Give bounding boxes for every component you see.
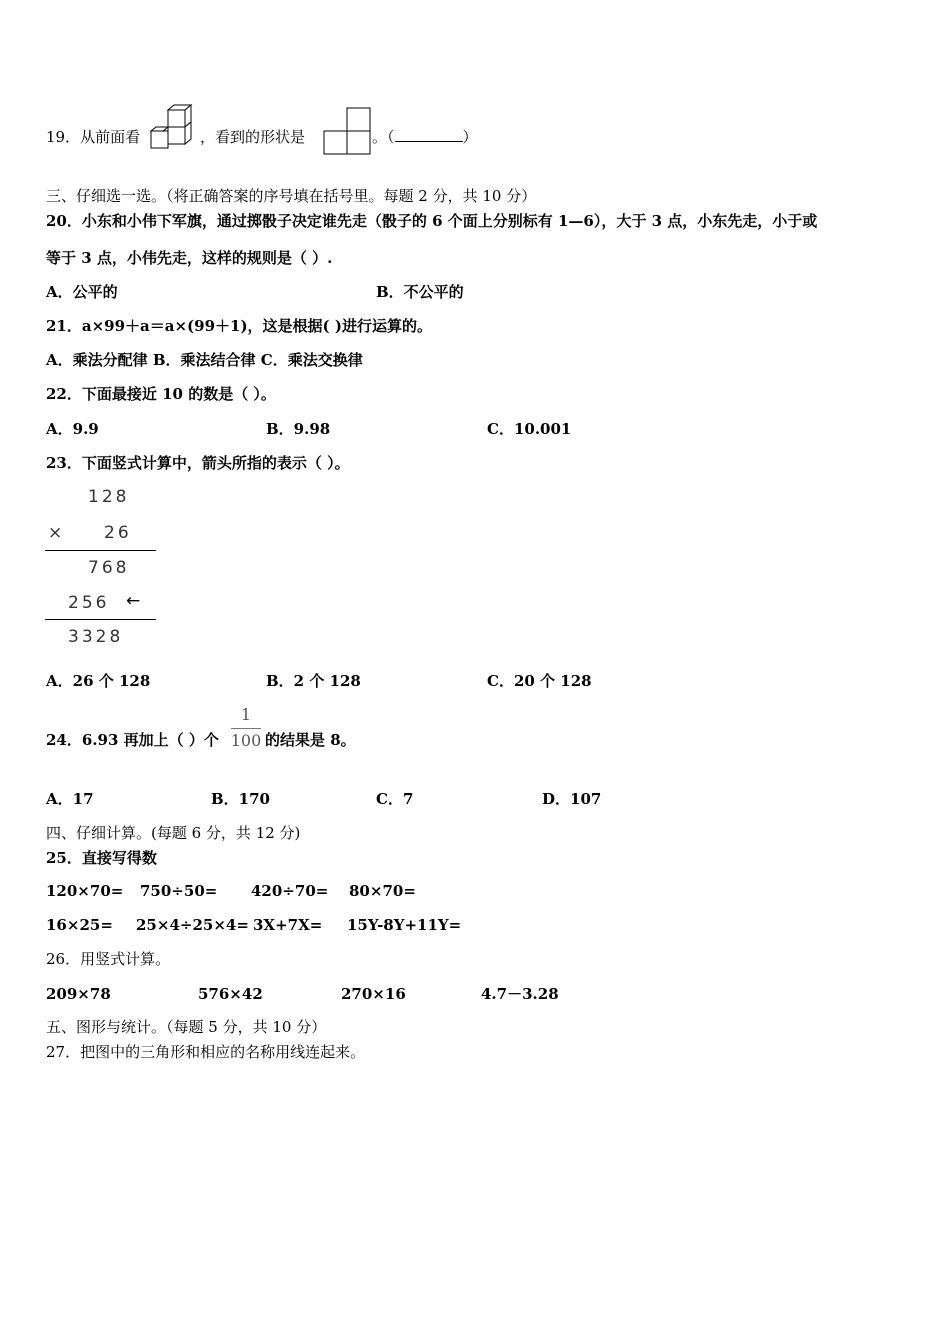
q24-option-c[interactable]: C．7 [376,790,414,808]
q19-line [46,127,140,147]
q26-line: 26．用竖式计算。 [46,950,171,968]
q26-item: 576×42 [198,985,263,1003]
q25-item: 80×70= [349,882,416,900]
section4-title: 四、仔细计算。(每题 6 分，共 12 分) [46,824,301,842]
q19-suffix: 。（ [372,128,395,146]
q25-item: 750÷50= [140,882,218,900]
section3-title: 三、仔细选一选。（将正确答案的序号填在括号里。每题 2 分，共 10 分） [46,187,537,205]
q21-line: 21．a×99＋a＝a×(99＋1)，这是根据( )进行运算的。 [46,317,432,335]
q22-option-b[interactable]: B．9.98 [266,420,331,438]
cube-stack-figure [150,104,196,152]
q23-option-c[interactable]: C．20 个 128 [487,672,592,690]
q25-item: 420÷70= [251,882,329,900]
q21-options[interactable]: A．乘法分配律 B．乘法结合律 C．乘法交换律 [46,351,363,369]
q22-line: 22．下面最接近 10 的数是（ ）。 [46,385,276,403]
calc-rule-2 [45,619,156,620]
q23-line: 23．下面竖式计算中，箭头所指的表示（ ）。 [46,454,350,472]
calc-row-768: 768 [88,558,130,578]
calc-rule-1 [45,550,156,551]
fraction-denominator: 100 [230,731,262,750]
q22-option-c[interactable]: C．10.001 [487,420,572,438]
q23-option-a[interactable]: A．26 个 128 [46,672,151,690]
calc-row-256: 256 [68,593,110,613]
calc-row-128: 128 [88,487,130,507]
q19-answer-blank[interactable] [395,127,463,142]
q25-item: 120×70= [46,882,124,900]
fraction-bar [231,728,261,729]
q19-answer [372,127,478,147]
calc-times-sign: × [48,523,66,543]
q26-item: 4.7－3.28 [481,985,559,1003]
q27-line: 27．把图中的三角形和相应的名称用线连起来。 [46,1043,366,1061]
q26-item: 209×78 [46,985,111,1003]
front-view-shape [323,107,371,155]
arrow-icon: ← [126,591,144,611]
q19-prefix: 19．从前面看 [46,128,141,146]
q19-middle-line [200,127,305,147]
q26-item: 270×16 [341,985,406,1003]
calc-row-26: 26 [104,523,132,543]
q24-option-b[interactable]: B．170 [211,790,270,808]
q23-option-b[interactable]: B．2 个 128 [266,672,361,690]
q19-middle: ，看到的形状是 [200,128,306,146]
q20-option-a[interactable]: A．公平的 [46,283,118,301]
section5-title: 五、图形与统计。（每题 5 分，共 10 分） [46,1018,327,1036]
fraction-numerator: 1 [240,705,252,724]
q24-option-a[interactable]: A．17 [46,790,94,808]
q20-line1: 20．小东和小伟下军旗，通过掷骰子决定谁先走（骰子的 6 个面上分别标有 1—6），大于 3 点，小东先走，小于或 [46,212,818,230]
q24-suffix: 的结果是 8。 [265,731,356,749]
q25-item: 15Y-8Y+11Y= [347,916,462,934]
q24-option-d[interactable]: D．107 [542,790,602,808]
q20-option-b[interactable]: B．不公平的 [376,283,464,301]
q25-line: 25．直接写得数 [46,849,157,867]
q24-prefix: 24．6.93 再加上（ ）个 [46,731,219,749]
q22-option-a[interactable]: A．9.9 [46,420,99,438]
calc-row-3328: 3328 [68,627,124,647]
q25-item: 3X+7X= [253,916,323,934]
q20-line2: 等于 3 点，小伟先走，这样的规则是（ ）. [46,249,333,267]
q19-close: ） [462,128,478,146]
q25-item: 16×25= [46,916,113,934]
q25-item: 25×4÷25×4= [136,916,249,934]
